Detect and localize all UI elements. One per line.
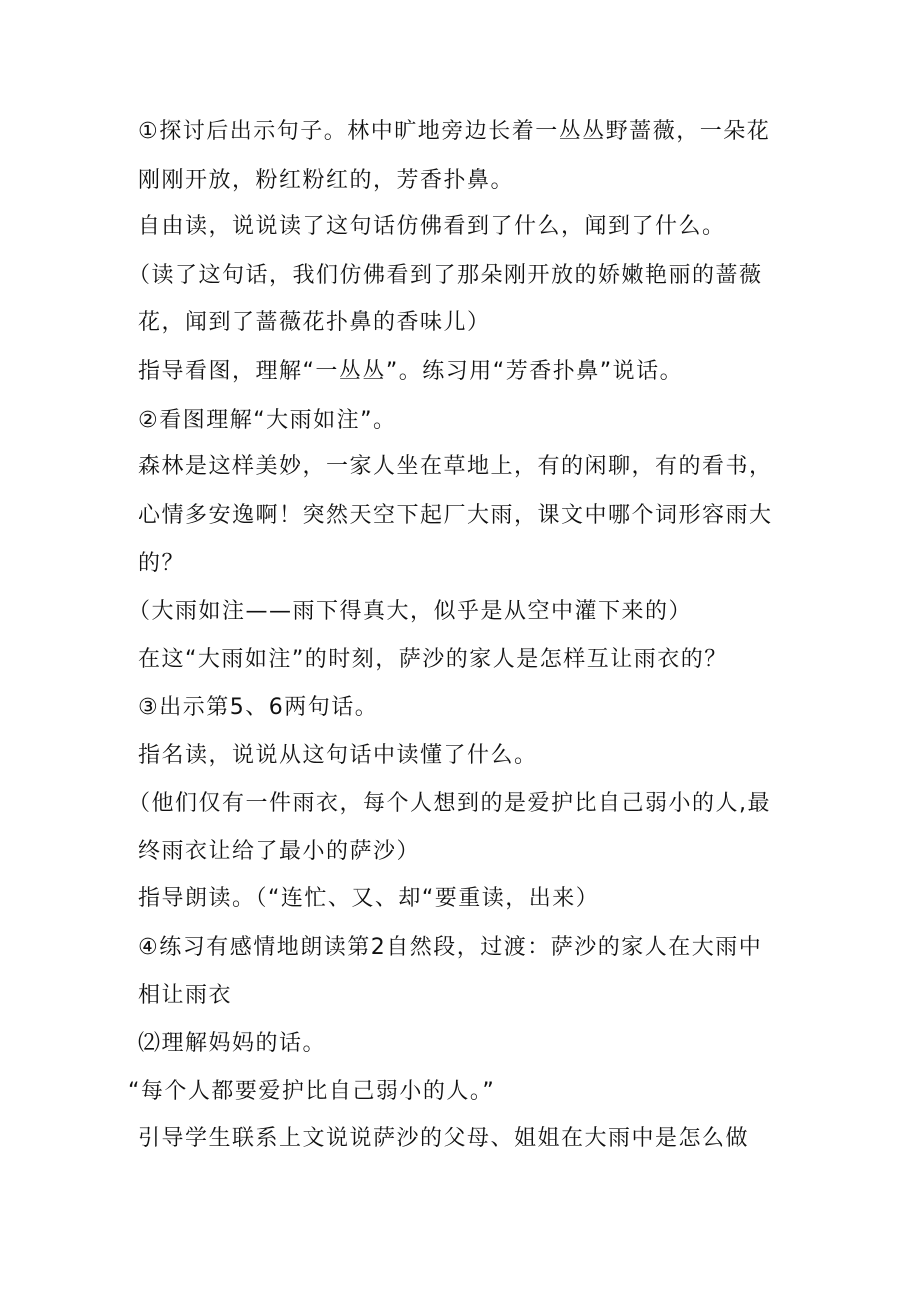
text-line: （大雨如注——雨下得真大，似乎是从空中灌下来的） xyxy=(128,599,693,624)
text-line: 在这“大雨如注”的时刻，萨沙的家人是怎样互让雨衣的？ xyxy=(138,647,728,672)
text-line: “每个人都要爱护比自己弱小的人。” xyxy=(128,1079,496,1104)
text-line: 心情多安逸啊！突然天空下起厂大雨，课文中哪个词形容雨大 xyxy=(138,503,773,528)
text-line: 指导看图，理解“一丛丛”。练习用“芳香扑鼻”说话。 xyxy=(138,359,684,384)
text-line: 花，闻到了蔷薇花扑鼻的香味儿） xyxy=(138,310,491,335)
text-line: ⑵理解妈妈的话。 xyxy=(138,1031,327,1056)
text-line: 自由读，说说读了这句话仿佛看到了什么，闻到了什么。 xyxy=(138,214,726,239)
text-line: （他们仅有一件雨衣，每个人想到的是爱护比自己弱小的人,最 xyxy=(128,791,771,816)
text-line: 相让雨衣 xyxy=(138,983,233,1008)
text-line: ④练习有感情地朗读第2自然段，过渡：萨沙的家人在大雨中 xyxy=(138,935,763,960)
text-line: 刚刚开放，粉红粉红的，芳香扑鼻。 xyxy=(138,168,515,193)
text-line: ③出示第5、6两句话。 xyxy=(138,695,379,720)
text-line: （读了这句话，我们仿佛看到了那朵刚开放的娇嫩艳丽的蔷薇 xyxy=(128,263,763,288)
text-line: 指导朗读。（“连忙、又、却“要重读，出来） xyxy=(138,886,600,911)
text-line: 森林是这样美妙，一家人坐在草地上，有的闲聊，有的看书， xyxy=(138,454,773,479)
text-line: 引导学生联系上文说说萨沙的父母、姐姐在大雨中是怎么做 xyxy=(138,1126,750,1151)
text-line: 终雨衣让给了最小的萨沙） xyxy=(138,839,421,864)
text-line: 的？ xyxy=(138,551,186,576)
text-line: ①探讨后出示句子。林中旷地旁边长着一丛丛野蔷薇，一朵花 xyxy=(138,119,771,144)
text-line: 指名读，说说从这句话中读懂了什么。 xyxy=(138,743,538,768)
text-line: ②看图理解“大雨如注”。 xyxy=(138,408,397,433)
